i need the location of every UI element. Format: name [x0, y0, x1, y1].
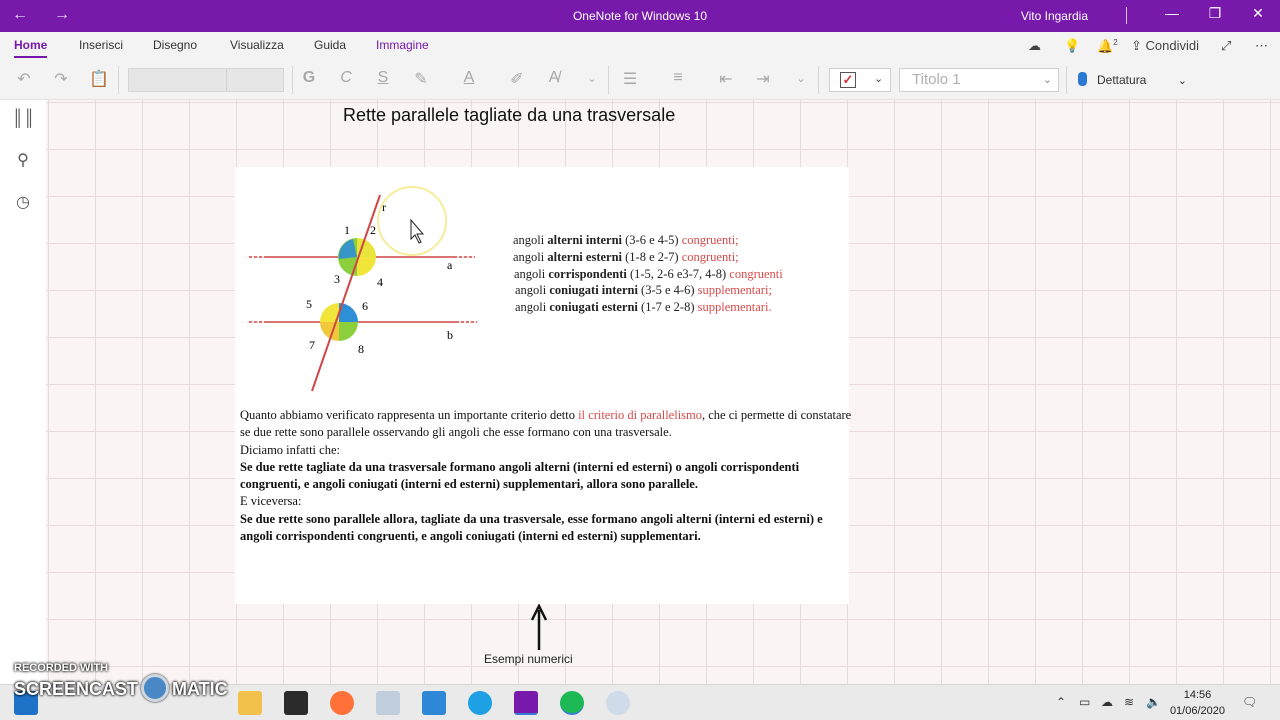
todo-tag-button[interactable]: [829, 68, 891, 92]
label-8: 8: [358, 342, 364, 356]
title-separator: [1126, 7, 1127, 24]
mail-icon[interactable]: [422, 691, 446, 715]
page-title[interactable]: Rette parallele tagliate da una trasversale: [343, 105, 676, 125]
label-2: 2: [370, 223, 376, 237]
search-icon[interactable]: ⚲: [17, 152, 29, 169]
rule-line: angoli corrispondenti (1-5, 2-6 e3-7, 4-8) congruenti: [514, 266, 783, 281]
tab-guida[interactable]: Guida: [314, 38, 347, 52]
screencast-icon[interactable]: [606, 691, 630, 715]
pasted-note-image[interactable]: [235, 167, 852, 604]
label-6: 6: [362, 299, 368, 313]
font-size-divider: [226, 69, 227, 91]
time: 14:56: [1183, 689, 1212, 701]
bold-button[interactable]: G: [302, 69, 316, 86]
style-value: Titolo 1: [912, 71, 961, 88]
share-icon: ⇪: [1131, 38, 1142, 53]
restore-icon[interactable]: ❐: [1208, 5, 1222, 21]
label-5: 5: [306, 297, 312, 311]
toolbar-divider: [118, 66, 119, 94]
microphone-icon: [1078, 72, 1087, 86]
dictation-button[interactable]: [1078, 72, 1187, 87]
dictation-label: Dettatura: [1097, 73, 1147, 87]
tab-inserisci[interactable]: Inserisci: [79, 38, 124, 52]
left-navigation: [0, 100, 46, 684]
tray-chevron-icon[interactable]: ⌃: [1056, 695, 1067, 709]
label-r: r: [382, 200, 386, 214]
angle-8: [339, 322, 358, 341]
rule-line: angoli coniugati esterni (1-7 e 2-8) supplementari.: [515, 300, 772, 315]
tab-disegno[interactable]: Disegno: [153, 38, 198, 52]
tab-home[interactable]: Home: [14, 38, 48, 52]
screencast-watermark: [14, 662, 228, 702]
numbered-list-icon[interactable]: ≡: [673, 69, 683, 86]
sync-icon[interactable]: ☁: [1028, 38, 1041, 53]
battery-icon[interactable]: ▭: [1079, 695, 1091, 709]
label-7: 7: [309, 338, 315, 352]
annotation-label[interactable]: Esempi numerici: [484, 652, 573, 666]
app-icon[interactable]: [376, 691, 400, 715]
watermark-line2: SCREENCAST MATIC: [14, 674, 228, 702]
toolbar-divider: [818, 66, 819, 94]
chevron-down-icon[interactable]: ⌄: [796, 73, 806, 85]
angle-4: [357, 257, 376, 276]
paragraph: E viceversa:: [240, 494, 302, 509]
outdent-icon[interactable]: ⇤: [719, 71, 733, 88]
onenote-icon[interactable]: [514, 691, 538, 715]
file-explorer-icon[interactable]: [238, 691, 262, 715]
onedrive-icon[interactable]: ☁: [1101, 695, 1113, 709]
spotify-icon[interactable]: [560, 691, 584, 715]
more-icon[interactable]: ⋯: [1255, 38, 1268, 53]
criterion-text: [240, 407, 852, 545]
tab-visualizza[interactable]: Visualizza: [230, 38, 284, 52]
italic-button[interactable]: C: [340, 69, 352, 86]
share-button[interactable]: [1131, 38, 1199, 54]
clipboard-icon[interactable]: 📋: [89, 71, 109, 88]
font-selector[interactable]: [128, 68, 284, 92]
clock[interactable]: [1170, 687, 1225, 719]
paragraph: Diciamo infatti che:: [240, 442, 340, 457]
recent-icon[interactable]: ◷: [16, 194, 30, 211]
redo-icon[interactable]: ↷: [54, 71, 68, 88]
watermark-line1: RECORDED WITH: [14, 662, 109, 674]
checkbox-icon: ✓: [840, 72, 856, 88]
label-b: b: [447, 328, 453, 342]
expand-icon[interactable]: ⤢: [1221, 38, 1232, 53]
rule-line: angoli alterni esterni (1-8 e 2-7) congruenti;: [513, 249, 739, 264]
parallel-lines-diagram: [235, 167, 495, 397]
format-painter-icon[interactable]: ✐: [510, 71, 524, 88]
toolbar-divider: [292, 66, 293, 94]
underline-button[interactable]: S: [377, 69, 389, 86]
undo-icon[interactable]: ↶: [17, 71, 31, 88]
tab-immagine[interactable]: Immagine: [376, 38, 429, 52]
clear-format-icon[interactable]: A̸: [548, 69, 560, 86]
lightbulb-icon[interactable]: 💡: [1064, 38, 1081, 53]
mouse-cursor-icon: [411, 220, 423, 243]
notification-count: 2: [1113, 38, 1118, 47]
paragraph: Se due rette sono parallele allora, tagliate da una trasversale, esse formano angoli alterni (interni ed esterni) e angoli corrispondenti congruenti, e angoli coniugati (interni ed esterni) supplementari.: [240, 511, 823, 544]
indent-icon[interactable]: ⇥: [756, 71, 770, 88]
font-color-button[interactable]: A: [463, 69, 475, 86]
paragraph: Quanto abbiamo verificato rappresenta un importante criterio detto il criterio di parallelismo, che ci permette di constatare se due rette sono parallele osservando gli angoli che esse formano con una trasversale.: [240, 408, 852, 440]
paragraph: Se due rette tagliate da una trasversale formano angoli alterni (interni ed esterni) o angoli corrispondenti congruenti, e angoli coniugati (interni ed esterni) supplementari, allora sono parallele.: [240, 459, 800, 492]
chevron-down-icon[interactable]: ⌄: [587, 73, 597, 85]
skype-icon[interactable]: [468, 691, 492, 715]
angle-rules: [513, 233, 783, 317]
label-4: 4: [377, 275, 383, 289]
user-name[interactable]: Vito Ingardia: [1020, 9, 1088, 23]
rule-line: angoli coniugati interni (3-5 e 4-6) supplementari;: [515, 283, 772, 298]
date: 01/06/2020: [1169, 705, 1225, 717]
toolbar-divider: [1066, 66, 1067, 94]
notebooks-icon[interactable]: ║║: [12, 110, 35, 127]
back-arrow-icon[interactable]: ←: [12, 6, 28, 23]
volume-icon[interactable]: 🔈: [1146, 695, 1161, 709]
ribbon-toolbar: [0, 60, 1280, 100]
label-3: 3: [334, 272, 340, 286]
forward-arrow-icon[interactable]: →: [54, 6, 70, 23]
up-arrow-icon: [530, 604, 548, 652]
close-icon[interactable]: ✕: [1252, 5, 1264, 21]
bell-icon[interactable]: 🔔$^2$: [1097, 38, 1118, 54]
title-bar: [0, 0, 1280, 32]
window-title: OneNote for Windows 10: [572, 9, 708, 23]
chevron-down-icon: ⌄: [874, 73, 884, 85]
store-icon[interactable]: [284, 691, 308, 715]
firefox-icon[interactable]: [330, 691, 354, 715]
chevron-down-icon: ⌄: [1042, 74, 1052, 86]
minimize-icon[interactable]: —: [1165, 5, 1179, 21]
label-a: a: [447, 258, 453, 272]
toolbar-divider: [608, 66, 609, 94]
bullet-list-icon[interactable]: ☰: [622, 71, 638, 88]
ribbon-tabs: [0, 32, 1280, 60]
label-1: 1: [344, 223, 350, 237]
wifi-icon[interactable]: ≋: [1124, 695, 1135, 709]
notification-center-icon[interactable]: 🗨: [1242, 695, 1258, 709]
screencast-logo-icon: [141, 674, 169, 702]
highlighter-icon[interactable]: ✎: [414, 71, 428, 88]
chevron-down-icon: ⌄: [1177, 75, 1187, 87]
share-label: Condividi: [1145, 38, 1200, 53]
rule-line: angoli alterni interni (3-6 e 4-5) congruenti;: [513, 233, 739, 247]
style-selector[interactable]: [899, 68, 1059, 92]
